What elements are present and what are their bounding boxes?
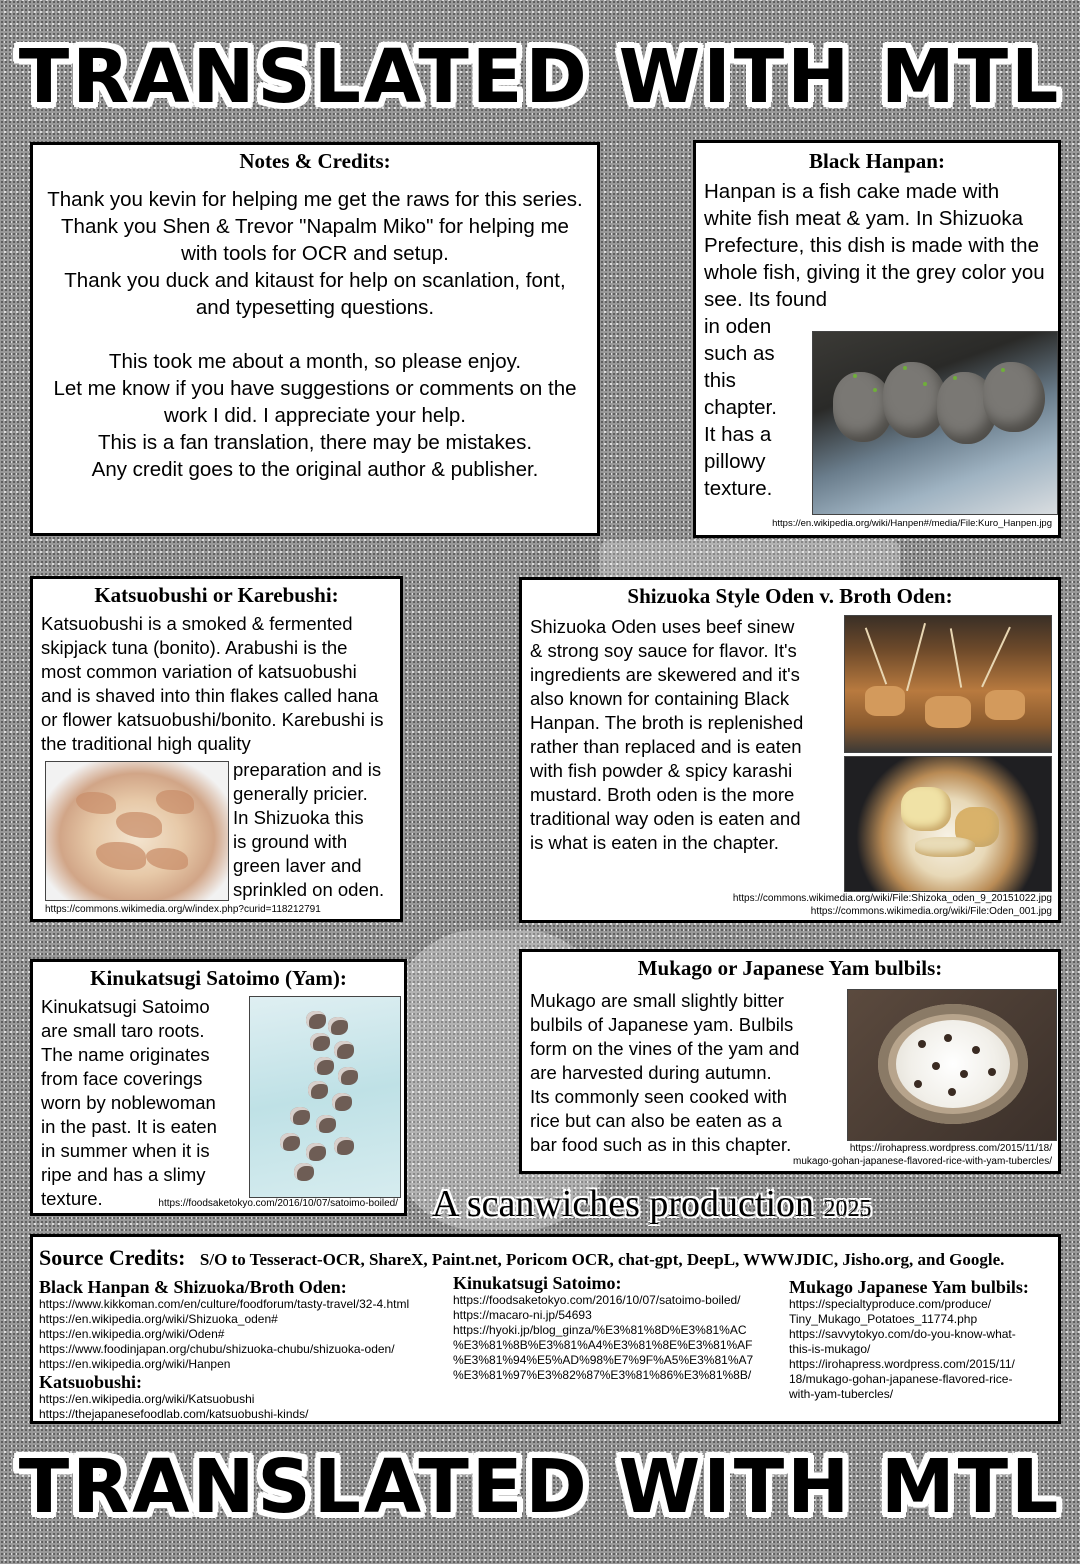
katsuobushi-side-line: is ground with [233, 831, 348, 852]
katsuobushi-side-line: green laver and [233, 855, 362, 876]
hanpan-text: Hanpan is a fish cake made with white fish meat & yam. In Shizuoka Prefecture, this dish is made with the whole fish, giving it the grey color you see. Its found [704, 180, 1045, 311]
credits-heading-mukago: Mukago Japanese Yam bulbils: [789, 1277, 1029, 1297]
notes-line: Thank you Shen & Trevor "Napalm Miko" for helping me with tools for OCR and setup. [61, 215, 569, 265]
black-hanpan-photo [812, 331, 1058, 515]
satoimo-line: are small taro roots. [41, 1020, 205, 1041]
satoimo-url: https://foodsaketokyo.com/2016/10/07/satoimo-boiled/ [158, 1198, 398, 1209]
scanwiches-signature [432, 1182, 872, 1226]
shizuoka-line: mustard. Broth oden is the more [530, 784, 795, 805]
notes-line: This is a fan translation, there may be mistakes. [97, 431, 533, 454]
mukago-line: rice but can also be eaten as a [530, 1110, 782, 1131]
katsuobushi-photo [45, 761, 229, 901]
hanpan-side-line: pillowy [704, 450, 766, 473]
satoimo-line: Kinukatsugi Satoimo [41, 996, 210, 1017]
credit-link[interactable]: this-is-mukago/ [789, 1342, 871, 1356]
mukago-line: Mukago are small slightly bitter [530, 990, 784, 1011]
shoutout-text: S/O to Tesseract-OCR, ShareX, Paint.net, Poricom OCR, chat-gpt, DeepL, WWWJDIC, Jisho.org, and Google. [199, 1250, 1005, 1269]
mukago-title: Mukago or Japanese Yam bulbils: [637, 956, 943, 980]
credits-column-2 [453, 1273, 783, 1383]
notes-line: Any credit goes to the original author & publisher. [91, 458, 539, 481]
credit-link[interactable]: 18/mukago-gohan-japanese-flavored-rice- [789, 1372, 1013, 1386]
satoimo-line: ripe and has a slimy [41, 1164, 206, 1185]
notes-credits-box [30, 142, 600, 536]
credit-link[interactable]: %E3%81%97%E3%82%87%E3%81%86%E3%81%8B/ [453, 1368, 752, 1382]
hanpan-side-line: this [704, 369, 736, 392]
hanpan-side-line: texture. [704, 477, 773, 500]
credits-heading-satoimo: Kinukatsugi Satoimo: [453, 1273, 622, 1293]
hanpan-title: Black Hanpan: [809, 149, 945, 173]
source-credits-title: Source Credits: [39, 1245, 186, 1270]
notes-line: Thank you duck and kitaust for help on scanlation, font, and typesetting questions. [64, 269, 566, 319]
satoimo-line: texture. [41, 1188, 103, 1209]
credits-heading-hanpan: Black Hanpan & Shizuoka/Broth Oden: [39, 1277, 347, 1297]
shizuoka-line: rather than replaced and is eaten [530, 736, 802, 757]
credit-link[interactable]: https://en.wikipedia.org/wiki/Hanpen [39, 1357, 231, 1371]
katsuobushi-title: Katsuobushi or Karebushi: [94, 583, 339, 607]
mukago-box [519, 949, 1061, 1174]
mukago-line: form on the vines of the yam and [530, 1038, 800, 1059]
credit-link[interactable]: https://www.foodinjapan.org/chubu/shizuoka-chubu/shizuoka-oden/ [39, 1342, 395, 1356]
katsuobushi-side-line: In Shizuoka this [233, 807, 364, 828]
satoimo-line: in summer when it is [41, 1140, 210, 1161]
hanpan-side-line: such as [704, 342, 775, 365]
mukago-photo [847, 989, 1057, 1141]
credit-link[interactable]: %E3%81%94%E5%AD%98%E7%9F%A5%E3%81%A7 [453, 1353, 754, 1367]
hanpan-side-line: in oden [704, 315, 772, 338]
credits-heading-katsuobushi: Katsuobushi: [39, 1372, 143, 1392]
credit-link[interactable]: https://irohapress.wordpress.com/2015/11/ [789, 1357, 1015, 1371]
shizuoka-oden-photo [844, 615, 1052, 753]
credit-link[interactable]: with-yam-tubercles/ [789, 1387, 894, 1401]
katsuobushi-text: Katsuobushi is a smoked & fermented skipjack tuna (bonito). Arabushi is the most common variation of katsuobushi and is shaved into thin flakes called hana or flower katsuobushi/bonito. Karebushi is the traditional high quality [41, 613, 384, 754]
satoimo-photo [249, 996, 401, 1198]
credit-link[interactable]: https://savvytokyo.com/do-you-know-what- [789, 1327, 1016, 1341]
katsuobushi-url: https://commons.wikimedia.org/w/index.php?curid=118212791 [45, 904, 321, 915]
notes-title: Notes & Credits: [239, 149, 391, 173]
signature-year: 2025 [823, 1196, 872, 1222]
satoimo-line: in the past. It is eaten [41, 1116, 217, 1137]
broth-oden-photo [844, 756, 1052, 892]
credit-link[interactable]: Tiny_Mukago_Potatoes_11774.php [789, 1312, 978, 1326]
mukago-line: bar food such as in this chapter. [530, 1134, 792, 1155]
notes-line: Let me know if you have suggestions or comments on the work I did. I appreciate your help. [53, 377, 577, 427]
shizuoka-url-1: https://commons.wikimedia.org/wiki/File:Shizoka_oden_9_20151022.jpg [732, 893, 1052, 904]
mukago-line: are harvested during autumn. [530, 1062, 772, 1083]
credit-link[interactable]: https://foodsaketokyo.com/2016/10/07/satoimo-boiled/ [453, 1293, 741, 1307]
shizuoka-line: traditional way oden is eaten and [530, 808, 801, 829]
notes-line: This took me about a month, so please enjoy. [108, 350, 522, 373]
katsuobushi-side-line: sprinkled on oden. [233, 879, 385, 900]
notes-line [47, 321, 583, 348]
notes-line: Thank you kevin for helping me get the raws for this series. [47, 188, 583, 211]
banner-top: TRANSLATED WITH MTL [18, 34, 1062, 120]
shizuoka-title: Shizuoka Style Oden v. Broth Oden: [627, 584, 953, 608]
shizuoka-line: & strong soy sauce for flavor. It's [530, 640, 797, 661]
source-credits-box [30, 1234, 1061, 1424]
shizuoka-line: ingredients are skewered and it's [530, 664, 800, 685]
hanpan-side-line: chapter. [704, 396, 777, 419]
shizuoka-oden-box [519, 577, 1061, 923]
satoimo-line: The name originates [41, 1044, 210, 1065]
mukago-url-2: mukago-gohan-japanese-flavored-rice-with-yam-tubercles/ [792, 1156, 1052, 1167]
credit-link[interactable]: https://thejapanesefoodlab.com/katsuobushi-kinds/ [39, 1407, 309, 1421]
credit-link[interactable]: https://hyoki.jp/blog_ginza/%E3%81%8D%E3%81%AC [453, 1323, 747, 1337]
credit-link[interactable]: %E3%81%8B%E3%81%A4%E3%81%8E%E3%81%AF [453, 1338, 753, 1352]
satoimo-line: from face coverings [41, 1068, 203, 1089]
signature-text: A scanwiches production [432, 1183, 815, 1225]
satoimo-title: Kinukatsugi Satoimo (Yam): [90, 966, 347, 990]
credit-link[interactable]: https://en.wikipedia.org/wiki/Shizuoka_oden# [39, 1312, 278, 1326]
shizuoka-line: also known for containing Black [530, 688, 790, 709]
shizuoka-line: Shizuoka Oden uses beef sinew [530, 616, 795, 637]
mukago-line: Its commonly seen cooked with [530, 1086, 788, 1107]
hanpan-side-line: It has a [704, 423, 772, 446]
satoimo-box [30, 959, 407, 1216]
black-hanpan-box [693, 140, 1061, 538]
shizuoka-line: is what is eaten in the chapter. [530, 832, 779, 853]
credit-link[interactable]: https://macaro-ni.jp/54693 [453, 1308, 592, 1322]
credit-link[interactable]: https://www.kikkoman.com/en/culture/foodforum/tasty-travel/32-4.html [39, 1297, 410, 1311]
shizuoka-line: with fish powder & spicy karashi [530, 760, 793, 781]
mukago-url-1: https://irohapress.wordpress.com/2015/11/18/ [849, 1143, 1052, 1154]
katsuobushi-side-line: generally pricier. [233, 783, 368, 804]
credits-column-3 [789, 1277, 1057, 1402]
shizuoka-url-2: https://commons.wikimedia.org/wiki/File:Oden_001.jpg [810, 906, 1052, 917]
katsuobushi-side-line: preparation and is [233, 759, 382, 780]
shizuoka-line: Hanpan. The broth is replenished [530, 712, 804, 733]
satoimo-line: worn by noblewoman [41, 1092, 216, 1113]
mukago-line: bulbils of Japanese yam. Bulbils [530, 1014, 794, 1035]
credit-link[interactable]: https://en.wikipedia.org/wiki/Katsuobushi [39, 1392, 255, 1406]
credit-link[interactable]: https://specialtyproduce.com/produce/ [789, 1297, 992, 1311]
hanpan-url: https://en.wikipedia.org/wiki/Hanpen#/media/File:Kuro_Hanpen.jpg [772, 518, 1052, 529]
banner-bottom: TRANSLATED WITH MTL [18, 1444, 1062, 1530]
credits-column-1 [39, 1277, 449, 1422]
katsuobushi-box [30, 576, 403, 922]
credit-link[interactable]: https://en.wikipedia.org/wiki/Oden# [39, 1327, 225, 1341]
